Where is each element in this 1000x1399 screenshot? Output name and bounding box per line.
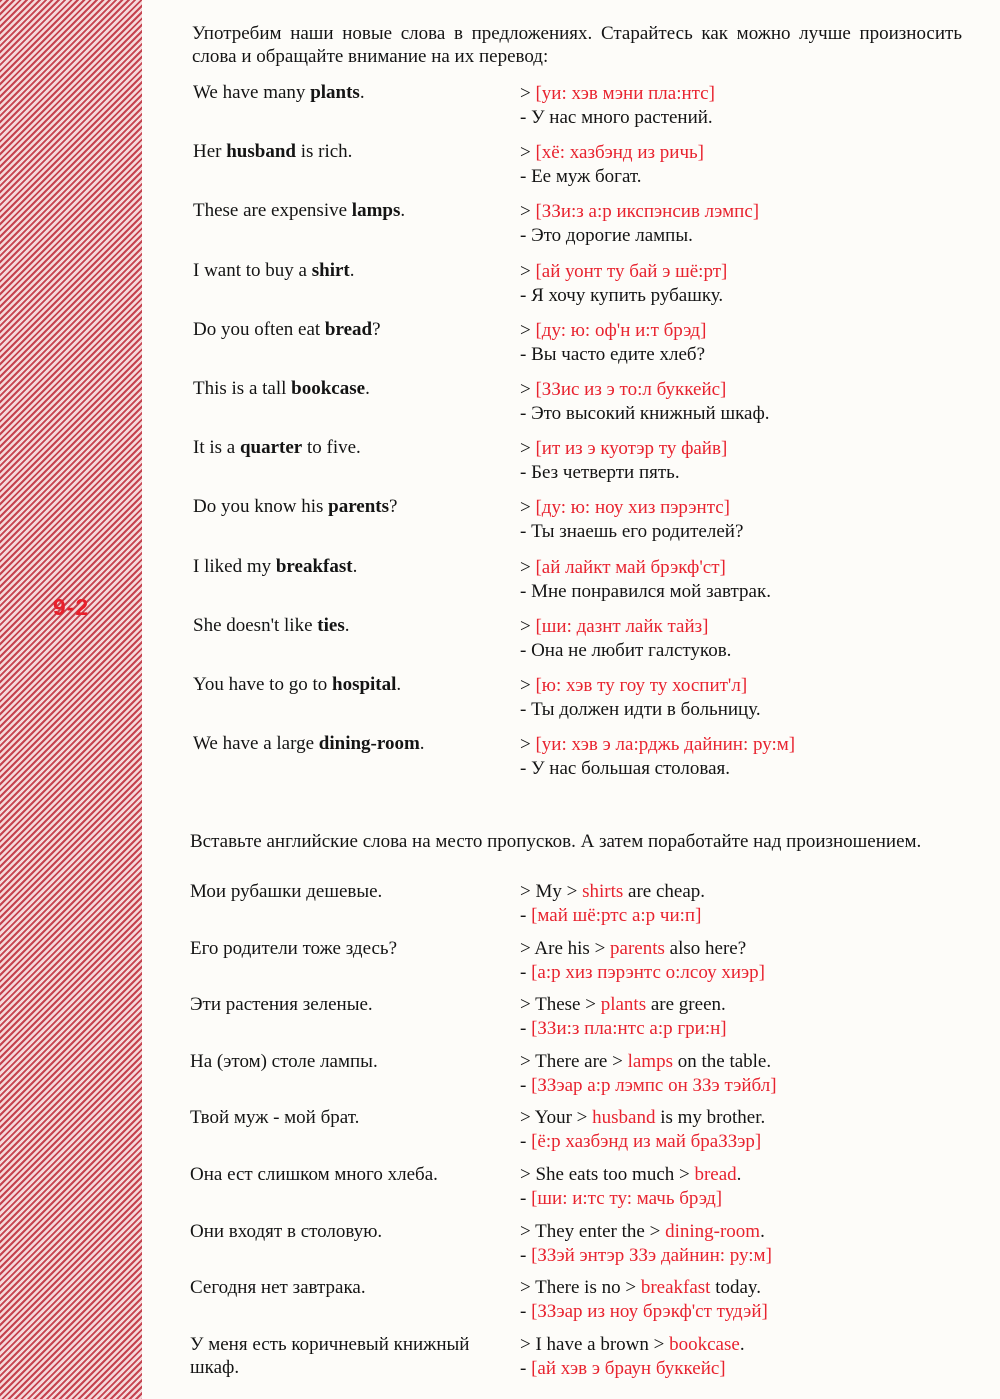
transcription: [ЗЗи:з пла:нтс а:р гри:н] xyxy=(531,1018,727,1040)
answer-block xyxy=(520,880,705,928)
fill-word: bread xyxy=(694,1164,737,1185)
russian-sentence: Она ест слишком много хлеба. xyxy=(190,1164,438,1185)
translation: - Без четверти пять. xyxy=(520,462,680,484)
sentence-end: is rich. xyxy=(295,141,353,163)
pronunciation-block xyxy=(520,141,704,189)
transcription-line xyxy=(520,1017,727,1041)
answer-start: There is no xyxy=(535,1277,621,1299)
transcription-line xyxy=(520,82,715,106)
arrow-marker: > xyxy=(520,675,536,696)
fill-word: lamps xyxy=(627,1050,673,1072)
answer-line xyxy=(520,880,705,904)
arrow-marker: > xyxy=(520,438,536,460)
transcription: [ЗЗис из э то:л буккейс] xyxy=(535,379,727,400)
pronunciation-block xyxy=(520,733,795,781)
dash-marker: - xyxy=(520,1244,532,1266)
arrow-marker: > xyxy=(580,994,601,1016)
lesson-number-label: 9-2 xyxy=(52,594,90,620)
transcription: [уи: хэв мэни пла:нтс] xyxy=(535,83,715,104)
transcription-line xyxy=(520,496,743,520)
dash-marker: - xyxy=(520,961,532,983)
answer-end: are cheap. xyxy=(623,881,706,902)
transcription: [ё:р хазбэнд из май браЗЗэр] xyxy=(531,1131,762,1153)
sentence-start: We have a large xyxy=(193,733,319,755)
transcription-line xyxy=(520,378,770,402)
english-sentence xyxy=(193,260,354,282)
vocab-word: lamps xyxy=(351,200,401,222)
english-sentence xyxy=(193,437,361,459)
answer-line xyxy=(520,1050,777,1074)
pronunciation-block xyxy=(520,378,770,426)
fill-word: shirts xyxy=(582,881,624,902)
dash-marker: - xyxy=(520,905,532,926)
sentence-start: I liked my xyxy=(193,555,276,577)
arrow-marker: > xyxy=(520,379,536,400)
answer-start: Your xyxy=(534,1107,572,1129)
page-content xyxy=(190,22,962,1379)
transcription-line xyxy=(520,141,704,165)
answer-block xyxy=(520,993,727,1041)
answer-block xyxy=(520,1220,772,1268)
russian-sentence: Мои рубашки дешевые. xyxy=(190,881,383,902)
translation: - У нас большая столовая. xyxy=(520,758,731,780)
decorative-sidebar xyxy=(0,0,142,1399)
transcription-line xyxy=(520,260,727,284)
english-sentence xyxy=(193,141,352,163)
sentence-end: . xyxy=(352,555,358,577)
vocab-word: bookcase xyxy=(291,378,366,399)
transcription: [ай хэв э браун буккейс] xyxy=(531,1357,726,1379)
sentence-end: . xyxy=(344,614,350,636)
transcription: [ЗЗэй энтэр ЗЗэ дайнин: ру:м] xyxy=(531,1244,772,1266)
english-sentence xyxy=(193,319,381,341)
pronunciation-block xyxy=(520,674,761,722)
answer-start: There are xyxy=(535,1050,608,1072)
pronunciation-block xyxy=(520,496,743,544)
arrow-marker: > xyxy=(644,1220,666,1242)
answer-block xyxy=(520,1333,745,1381)
dash-marker: - xyxy=(520,1188,532,1209)
answer-end: . xyxy=(736,1164,742,1185)
arrow-marker: > xyxy=(674,1164,695,1185)
pronunciation-block xyxy=(520,556,771,604)
arrow-marker: > xyxy=(607,1050,628,1072)
transcription-line xyxy=(520,1244,772,1268)
sentence-start: These are expensive xyxy=(193,200,352,222)
fill-word: plants xyxy=(600,994,647,1016)
answer-line xyxy=(520,993,727,1017)
translation: - Ты должен идти в больницу. xyxy=(520,699,761,720)
transcription: [ши: дазнт лайк тайз] xyxy=(535,615,709,637)
russian-sentence: Они входят в столовую. xyxy=(190,1220,383,1242)
transcription: [хё: хазбэнд из ричь] xyxy=(535,142,704,164)
vocab-word: hospital xyxy=(332,674,397,695)
sentence-start: Do you often eat xyxy=(193,318,325,340)
transcription: [а:р хиз пэрэнтс о:лсоу хиэр] xyxy=(531,961,765,983)
arrow-marker: > xyxy=(520,881,536,902)
transcription-line xyxy=(520,1300,768,1324)
sentence-end: . xyxy=(365,378,370,399)
arrow-marker: > xyxy=(520,201,536,223)
sentence-end: ? xyxy=(389,496,398,518)
sentence-start: You have to go to xyxy=(193,674,332,695)
dash-marker: - xyxy=(520,1131,532,1153)
sentence-end: . xyxy=(400,200,406,222)
arrow-marker: > xyxy=(520,734,536,756)
english-sentence xyxy=(193,733,425,755)
answer-block xyxy=(520,1106,765,1154)
pronunciation-block xyxy=(520,260,727,308)
russian-sentence: У меня есть коричневый книжный шкаф. xyxy=(190,1333,470,1378)
transcription: [май шё:ртс а:р чи:п] xyxy=(531,905,702,926)
answer-start: Are his xyxy=(534,937,590,959)
answer-end: also here? xyxy=(664,937,747,959)
dash-marker: - xyxy=(520,1018,532,1040)
sentence-end: . xyxy=(349,259,355,281)
transcription-line xyxy=(520,200,759,224)
arrow-marker: > xyxy=(620,1277,641,1299)
sentence-end: to five. xyxy=(302,437,361,459)
answer-end: on the table. xyxy=(672,1050,772,1072)
answer-line xyxy=(520,1106,765,1130)
answer-start: These xyxy=(535,994,581,1016)
transcription: [ду: ю: ноу хиз пэрэнтс] xyxy=(535,497,730,519)
arrow-marker: > xyxy=(589,937,611,959)
answer-block xyxy=(520,1276,768,1324)
sentence-end: . xyxy=(396,674,402,695)
answer-block xyxy=(520,937,765,985)
sentence-start: Do you know his xyxy=(193,496,329,518)
english-sentence xyxy=(193,496,397,518)
vocab-word: ties xyxy=(317,614,345,636)
answer-start: My xyxy=(535,881,562,902)
arrow-marker: > xyxy=(520,1220,536,1242)
transcription-line xyxy=(520,437,727,461)
translation: - Это дорогие лампы. xyxy=(520,225,693,247)
russian-sentence: На (этом) столе лампы. xyxy=(190,1050,378,1072)
transcription: [ду: ю: оф'н и:т брэд] xyxy=(535,319,707,341)
dash-marker: - xyxy=(520,1074,532,1096)
transcription: [ай уонт ту бай э шё:рт] xyxy=(535,260,728,282)
arrow-marker: > xyxy=(648,1333,670,1355)
arrow-marker: > xyxy=(520,615,536,637)
pronunciation-block xyxy=(520,319,706,367)
transcription-line xyxy=(520,904,705,928)
english-sentence xyxy=(193,200,405,222)
russian-sentence: Эти растения зеленые. xyxy=(190,994,373,1016)
answer-end: are green. xyxy=(646,994,726,1016)
arrow-marker: > xyxy=(520,260,536,282)
transcription-line xyxy=(520,1357,745,1381)
sentence-start: It is a xyxy=(193,437,240,459)
arrow-marker: > xyxy=(520,994,536,1016)
sentence-start: We have many xyxy=(193,82,311,103)
arrow-marker: > xyxy=(520,319,536,341)
translation: - У нас много растений. xyxy=(520,107,713,128)
dash-marker: - xyxy=(520,1301,532,1323)
sentence-end: . xyxy=(359,82,365,103)
fill-word: dining-room xyxy=(665,1220,761,1242)
russian-sentence: Его родители тоже здесь? xyxy=(190,937,398,959)
translation: - Мне понравился мой завтрак. xyxy=(520,580,771,602)
english-sentence xyxy=(193,674,401,696)
transcription-line xyxy=(520,319,706,343)
translation: - Она не любит галстуков. xyxy=(520,639,732,661)
transcription-line xyxy=(520,674,761,698)
translation: - Ее муж богат. xyxy=(520,166,642,188)
answer-line xyxy=(520,1333,745,1357)
arrow-marker: > xyxy=(520,937,535,959)
translation: - Это высокий книжный шкаф. xyxy=(520,403,770,424)
arrow-marker: > xyxy=(571,1107,593,1129)
arrow-marker: > xyxy=(520,1164,536,1185)
pronunciation-block xyxy=(520,437,727,485)
answer-line xyxy=(520,1220,772,1244)
english-sentence xyxy=(193,82,365,104)
arrow-marker: > xyxy=(561,881,583,902)
arrow-marker: > xyxy=(520,556,536,578)
transcription: [ай лайкт май брэкф'ст] xyxy=(535,556,726,578)
transcription: [ЗЗи:з а:р икспэнсив лэмпс] xyxy=(535,201,760,223)
russian-sentence: Сегодня нет завтрака. xyxy=(190,1277,366,1299)
transcription-line xyxy=(520,1074,777,1098)
transcription-line xyxy=(520,1187,741,1211)
arrow-marker: > xyxy=(520,1333,536,1355)
answer-end: today. xyxy=(710,1277,761,1299)
translation: - Вы часто едите хлеб? xyxy=(520,343,706,365)
arrow-marker: > xyxy=(520,1277,536,1299)
fill-word: bookcase xyxy=(669,1333,740,1355)
section1-intro: Употребим наши новые слова в предложениях. Старайтесь как можно лучше произносить слова и обращайте внимание на их перевод: xyxy=(192,23,962,67)
answer-end: . xyxy=(739,1333,745,1355)
english-sentence xyxy=(193,556,357,578)
fill-word: husband xyxy=(592,1107,656,1129)
section2-intro: Вставьте английские слова на место пропусков. А затем поработайте над произношением. xyxy=(190,831,922,852)
vocab-word: shirt xyxy=(311,259,350,281)
transcription-line xyxy=(520,556,771,580)
answer-start: She eats too much xyxy=(535,1164,675,1185)
english-sentence xyxy=(193,378,370,400)
answer-line xyxy=(520,1276,768,1300)
sentence-start: I want to buy a xyxy=(193,259,312,281)
transcription-line xyxy=(520,615,731,639)
transcription: [ит из э куотэр ту файв] xyxy=(535,438,728,460)
translation: - Я хочу купить рубашку. xyxy=(520,284,724,306)
transcription: [ю: хэв ту гоу ту хоспит'л] xyxy=(535,675,748,696)
arrow-marker: > xyxy=(520,83,536,104)
transcription: [ЗЗэар а:р лэмпс он ЗЗэ тэйбл] xyxy=(531,1074,777,1096)
arrow-marker: > xyxy=(520,497,536,519)
answer-block xyxy=(520,1050,777,1098)
answer-line xyxy=(520,1163,741,1187)
answer-end: . xyxy=(760,1220,765,1242)
answer-end: is my brother. xyxy=(655,1107,766,1129)
answer-start: I have a brown xyxy=(535,1333,649,1355)
vocab-word: breakfast xyxy=(275,555,353,577)
vocab-word: quarter xyxy=(239,437,303,459)
vocab-word: husband xyxy=(226,141,296,163)
transcription: [ЗЗэар из ноу брэкф'ст тудэй] xyxy=(531,1301,768,1323)
vocab-word: bread xyxy=(324,318,373,340)
arrow-marker: > xyxy=(520,1107,535,1129)
vocab-word: dining-room xyxy=(318,733,420,755)
vocab-word: parents xyxy=(328,496,390,518)
russian-sentence: Твой муж - мой брат. xyxy=(190,1107,360,1129)
answer-block xyxy=(520,1163,741,1211)
translation: - Ты знаешь его родителей? xyxy=(520,521,744,543)
fill-word: breakfast xyxy=(640,1277,711,1299)
transcription-line xyxy=(520,961,765,985)
arrow-marker: > xyxy=(520,1050,536,1072)
answer-start: They enter the xyxy=(535,1220,645,1242)
sentence-start: This is a tall xyxy=(193,378,292,399)
sentence-end: . xyxy=(419,733,425,755)
fill-word: parents xyxy=(610,937,665,959)
arrow-marker: > xyxy=(520,142,536,164)
pronunciation-block xyxy=(520,615,731,663)
answer-line xyxy=(520,937,765,961)
pronunciation-block xyxy=(520,82,715,130)
english-sentence xyxy=(193,615,349,637)
transcription: [уи: хэв э ла:рджь дайнин: ру:м] xyxy=(535,734,796,756)
transcription: [ши: и:тс ту: мачь брэд] xyxy=(531,1188,723,1209)
sentence-end: ? xyxy=(372,318,381,340)
sentence-start: Her xyxy=(193,141,227,163)
sentence-start: She doesn't like xyxy=(193,614,318,636)
transcription-line xyxy=(520,1130,765,1154)
vocab-word: plants xyxy=(310,82,360,103)
transcription-line xyxy=(520,733,795,757)
dash-marker: - xyxy=(520,1357,532,1379)
pronunciation-block xyxy=(520,200,759,248)
